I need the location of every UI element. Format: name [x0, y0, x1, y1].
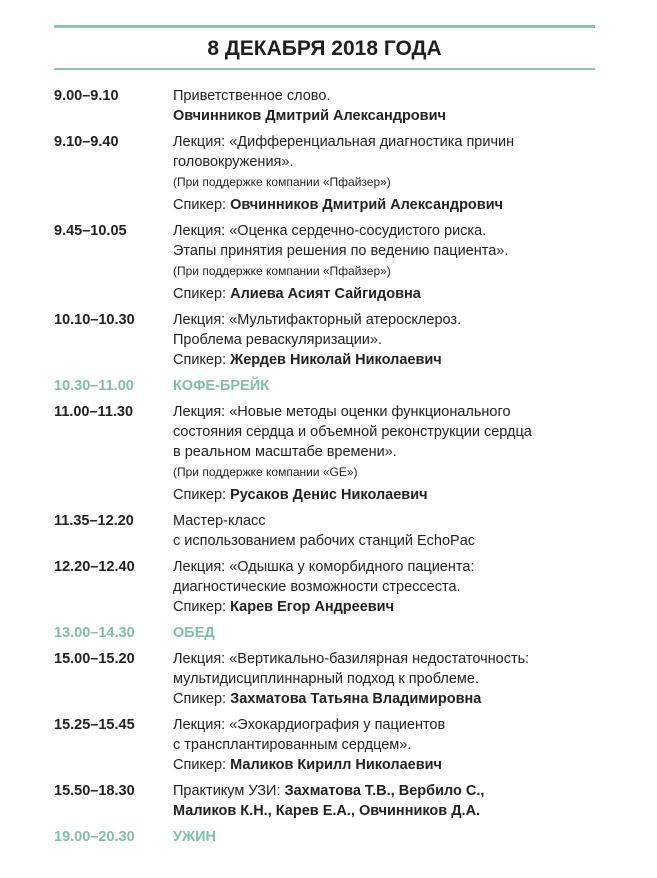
entry-line: Приветственное слово. [173, 88, 331, 104]
speaker-name: Овчинников Дмитрий Александрович [230, 197, 504, 213]
entry-time: 9.10–9.40 [54, 134, 119, 150]
entry-line: Лекция: «Оценка сердечно-сосудистого риска. [173, 223, 487, 239]
entry-time: 15.25–15.45 [54, 717, 135, 733]
speaker-label: Спикер: [173, 197, 227, 213]
entry-body [173, 221, 614, 304]
entry-body [173, 511, 614, 551]
entry-body [173, 827, 614, 847]
break-label: ОБЕД [173, 625, 215, 641]
entry-body [173, 557, 614, 617]
speaker-name: Русаков Денис Николаевич [230, 487, 428, 503]
speaker-label: Спикер: [173, 352, 227, 368]
speaker-label: Спикер: [173, 286, 227, 302]
entry-line: Лекция: «Вертикально-базилярная недостаточность: [173, 651, 530, 667]
entry-time: 9.00–9.10 [54, 88, 119, 104]
speaker-line [173, 485, 614, 505]
speaker-name: Захматова Татьяна Владимировна [230, 691, 482, 707]
break-row [54, 376, 614, 396]
entry-time: 15.00–15.20 [54, 651, 135, 667]
schedule-entry [54, 310, 614, 370]
entry-time: 12.20–12.40 [54, 559, 135, 575]
break-label: УЖИН [173, 829, 217, 845]
schedule-entry [54, 649, 614, 709]
entry-body [173, 132, 614, 215]
entry-line: состояния сердца и объемной реконструкции сердца [173, 424, 532, 440]
entry-body [173, 781, 614, 821]
schedule-entry [54, 715, 614, 775]
sponsor-note: (При поддержке компании «Пфайзер») [173, 175, 391, 189]
entry-line: Этапы принятия решения по ведению пациента». [173, 243, 509, 259]
entry-time: 11.00–11.30 [54, 404, 134, 420]
title-underline [54, 68, 595, 70]
speaker-line [173, 755, 614, 775]
break-label: КОФЕ-БРЕЙК [173, 378, 270, 394]
speaker-name: Карев Егор Андреевич [230, 599, 395, 615]
entry-line: Проблема реваскуляризации». [173, 332, 382, 348]
entry-time: 11.35–12.20 [54, 513, 134, 529]
schedule-entry [54, 132, 614, 215]
speaker-line [173, 689, 614, 709]
entry-line-bold: Маликов К.Н., Карев Е.А., Овчинников Д.А. [173, 803, 481, 819]
schedule-list [54, 86, 614, 853]
schedule-entry [54, 557, 614, 617]
speaker-label: Спикер: [173, 757, 227, 773]
speaker-label: Спикер: [173, 487, 227, 503]
speaker-name: Маликов Кирилл Николаевич [230, 757, 442, 773]
entry-line [173, 781, 614, 801]
entry-line: Лекция: «Дифференциальная диагностика причин [173, 134, 515, 150]
speaker-line [173, 284, 614, 304]
speaker-label: Спикер: [173, 599, 227, 615]
sponsor-note: (При поддержке компании «GE») [173, 465, 358, 479]
speaker-line [173, 597, 614, 617]
schedule-entry [54, 781, 614, 821]
entry-body [173, 649, 614, 709]
entry-body [173, 623, 614, 643]
entry-line: Лекция: «Мультифакторный атеросклероз. [173, 312, 462, 328]
entry-body [173, 402, 614, 505]
entry-line: в реальном масштабе времени». [173, 444, 397, 460]
speaker-label: Спикер: [173, 691, 227, 707]
entry-time: 9.45–10.05 [54, 223, 127, 239]
entry-text-bold: Захматова Т.В., Вербило С., [284, 783, 485, 799]
entry-line: Мастер-класс [173, 513, 266, 529]
break-row [54, 827, 614, 847]
entry-body [173, 376, 614, 396]
entry-time: 15.50–18.30 [54, 783, 135, 799]
entry-body [173, 86, 614, 126]
entry-line: с трансплантированным сердцем». [173, 737, 412, 753]
schedule-entry [54, 511, 614, 551]
page-title: 8 ДЕКАБРЯ 2018 ГОДА [207, 37, 442, 60]
schedule-entry [54, 402, 614, 505]
entry-time: 13.00–14.30 [54, 625, 135, 641]
speaker-line [173, 195, 614, 215]
speaker-name: Жердев Николай Николаевич [230, 352, 442, 368]
entry-time: 19.00–20.30 [54, 829, 135, 845]
entry-time: 10.10–10.30 [54, 312, 135, 328]
entry-line: Лекция: «Эхокардиография у пациентов [173, 717, 446, 733]
entry-line: с использованием рабочих станций EchoPac [173, 533, 476, 549]
schedule-entry [54, 86, 614, 126]
break-row [54, 623, 614, 643]
speaker-name: Алиева Асият Сайгидовна [230, 286, 421, 302]
entry-text: Практикум УЗИ: [173, 783, 285, 799]
speaker-line [173, 350, 614, 370]
entry-line: головокружения». [173, 154, 294, 170]
entry-body [173, 310, 614, 370]
entry-line: Лекция: «Новые методы оценки функционального [173, 404, 511, 420]
entry-line: диагностические возможности стрессеста. [173, 579, 461, 595]
schedule-entry [54, 221, 614, 304]
entry-line-bold: Овчинников Дмитрий Александрович [173, 108, 446, 124]
entry-body [173, 715, 614, 775]
entry-time: 10.30–11.00 [54, 378, 134, 394]
entry-line: Лекция: «Одышка у коморбидного пациента: [173, 559, 475, 575]
sponsor-note: (При поддержке компании «Пфайзер») [173, 264, 391, 278]
entry-line: мультидисциплиннарный подход к проблеме. [173, 671, 479, 687]
top-rule [54, 25, 595, 28]
